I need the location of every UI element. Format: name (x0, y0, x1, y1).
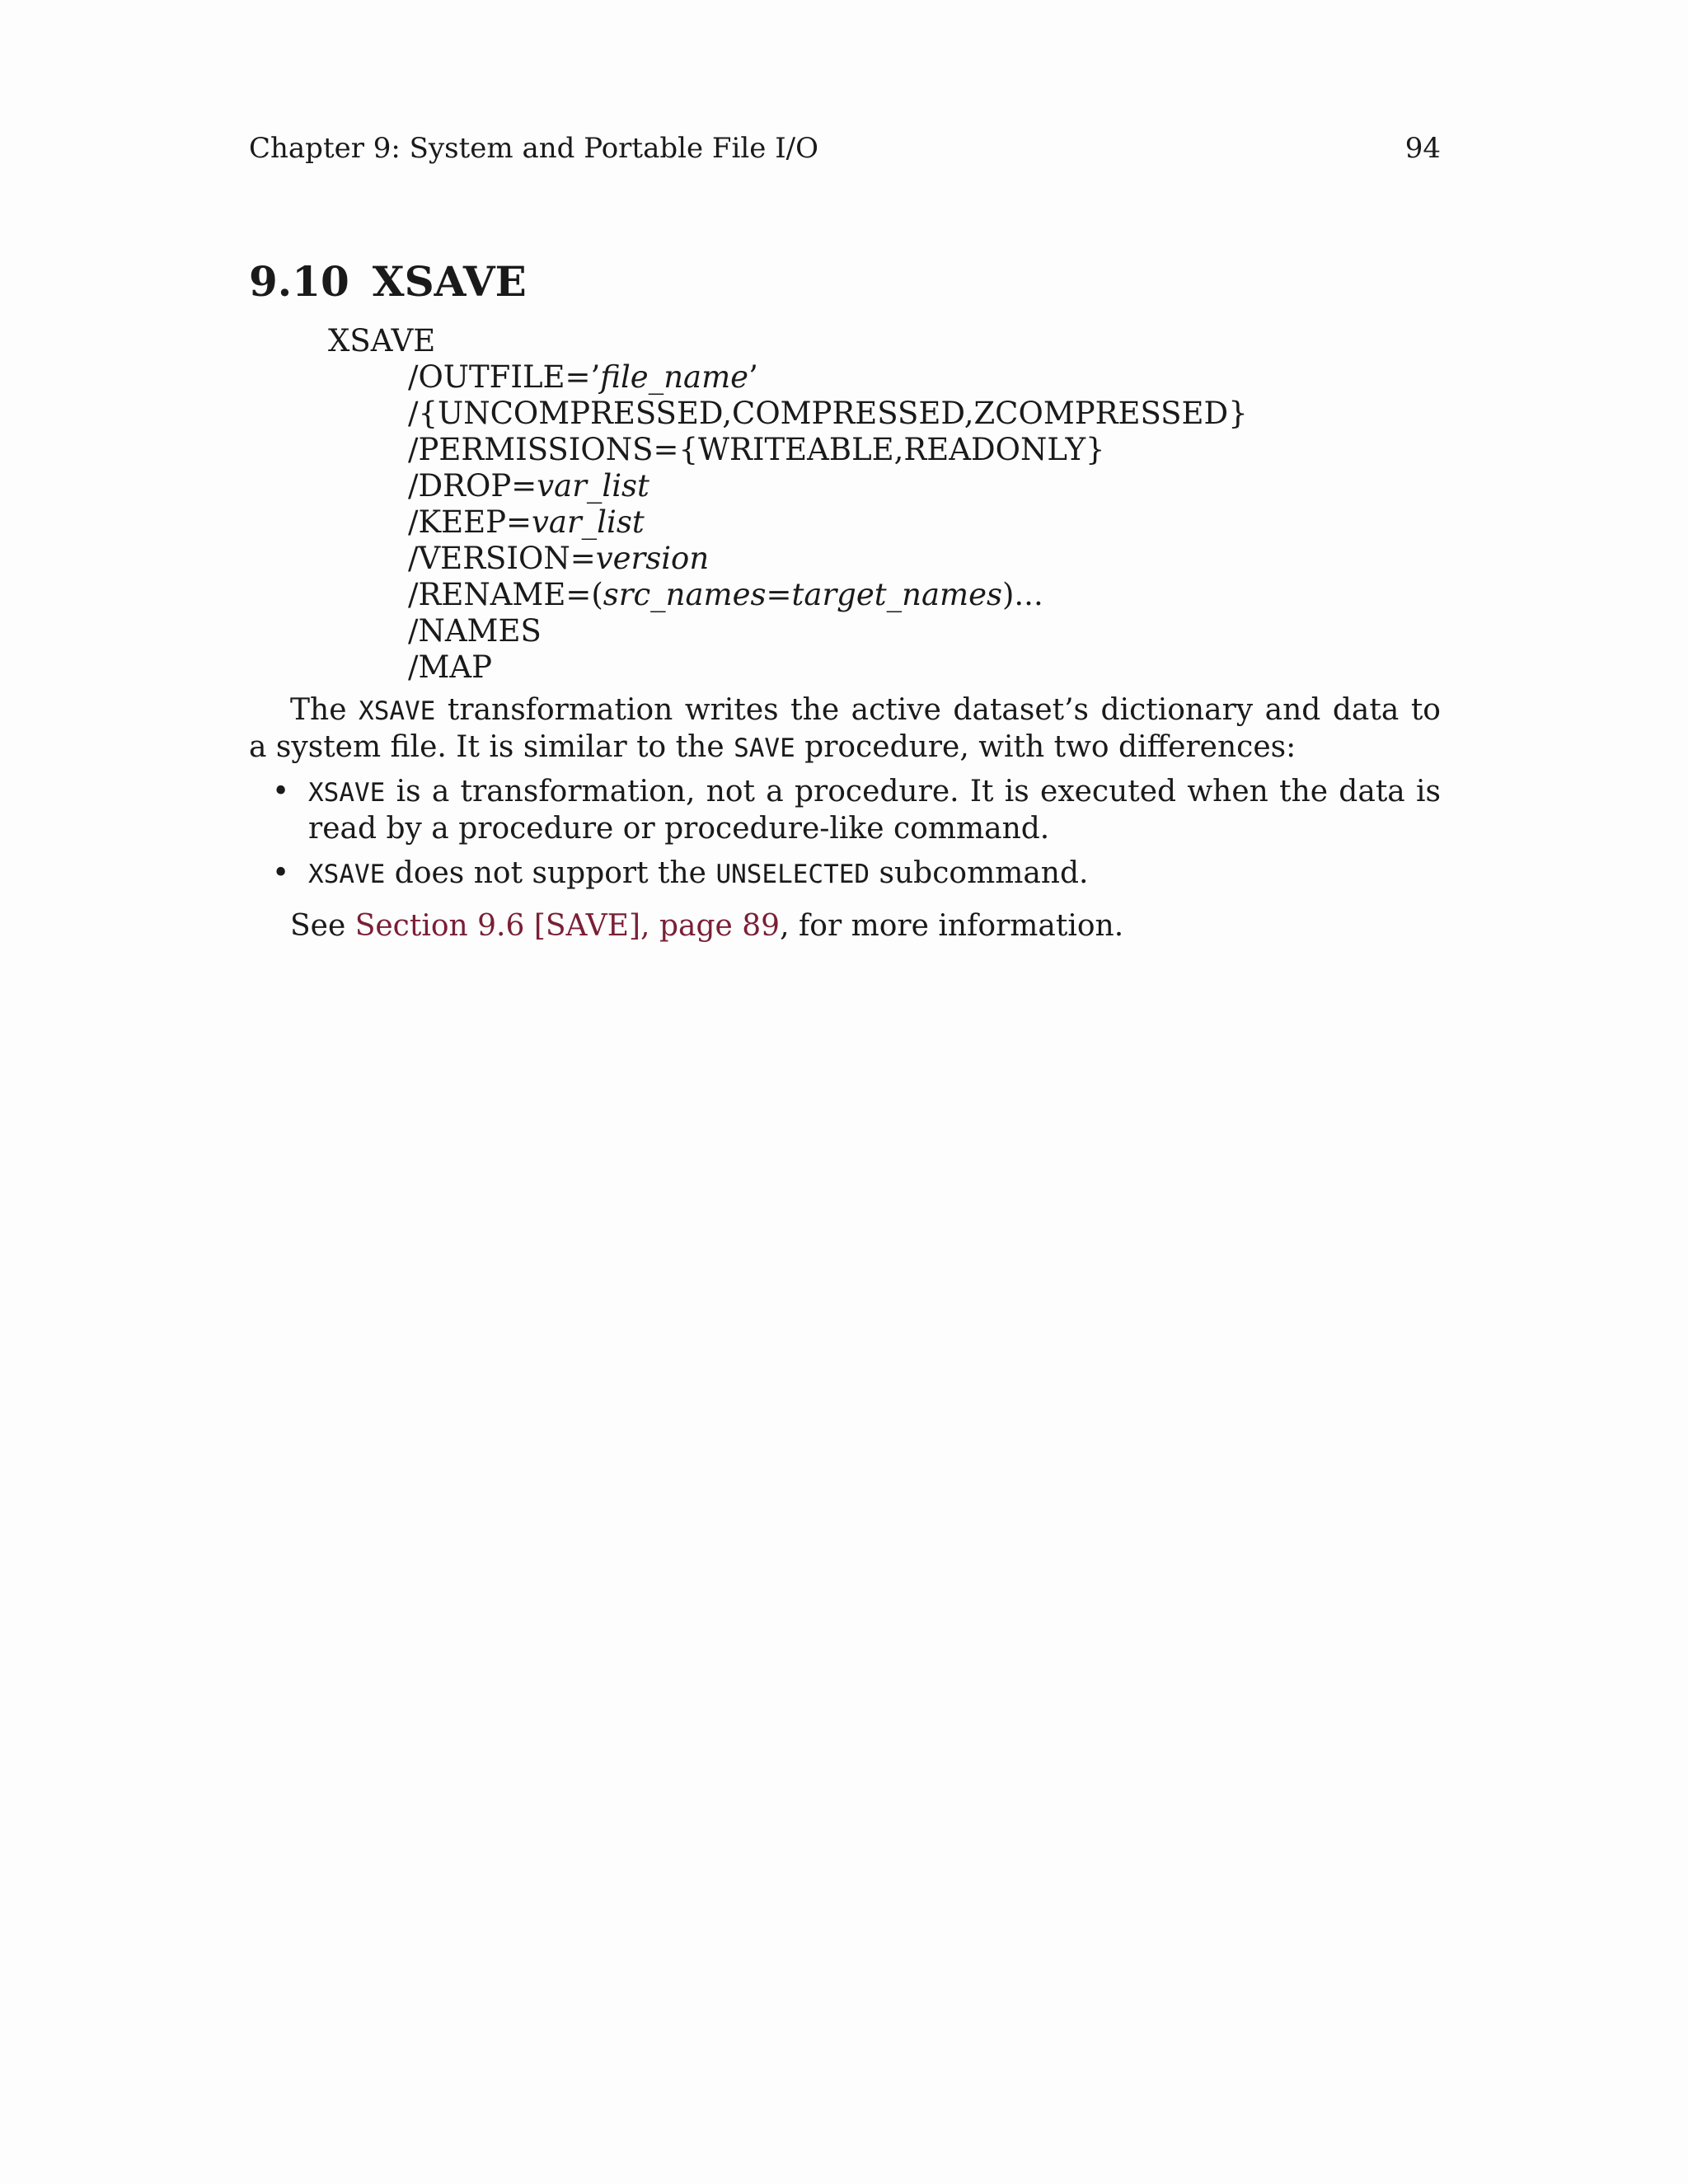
list-item: • XSAVE is a transformation, not a procedure. It is executed when the data is read by a procedure or procedure-like command. (272, 775, 1441, 846)
list-item: • XSAVE does not support the UNSELECTED subcommand. (272, 856, 1089, 890)
section-heading (249, 257, 527, 306)
chapter-title: Chapter 9: System and Portable File I/O (249, 132, 818, 165)
synopsis-outfile: /OUTFILE=’file_name’ (408, 359, 758, 395)
synopsis-map: /MAP (408, 649, 492, 685)
synopsis-drop: /DROP=var_list (408, 468, 649, 504)
synopsis-keep: /KEEP=var_list (408, 504, 645, 540)
section-title: XSAVE (372, 257, 527, 306)
description-paragraph: The XSAVE transformation writes the active dataset’s dictionary and data to a system file. It is similar to the SAVE procedure, with two differences: (249, 693, 1441, 764)
bullet-icon: • (272, 775, 290, 808)
synopsis-names: /NAMES (408, 613, 542, 649)
synopsis-command: XSAVE (328, 323, 436, 359)
bullet-icon: • (272, 856, 290, 890)
differences-list (249, 774, 1441, 901)
synopsis-version: /VERSION=version (408, 541, 710, 576)
see-also-paragraph: See Section 9.6 [SAVE], page 89, for more information. (290, 909, 1124, 943)
synopsis-compression: /{UNCOMPRESSED,COMPRESSED,ZCOMPRESSED} (408, 396, 1248, 431)
synopsis-permissions: /PERMISSIONS={WRITEABLE,READONLY} (408, 432, 1105, 467)
page-number: 94 (1404, 132, 1441, 165)
page-header (249, 132, 1441, 165)
command-synopsis (328, 323, 1248, 686)
synopsis-rename: /RENAME=(src_names=target_names)... (408, 577, 1043, 612)
save-section-link[interactable]: Section 9.6 [SAVE], page 89 (354, 909, 781, 943)
section-number: 9.10 (249, 257, 349, 306)
